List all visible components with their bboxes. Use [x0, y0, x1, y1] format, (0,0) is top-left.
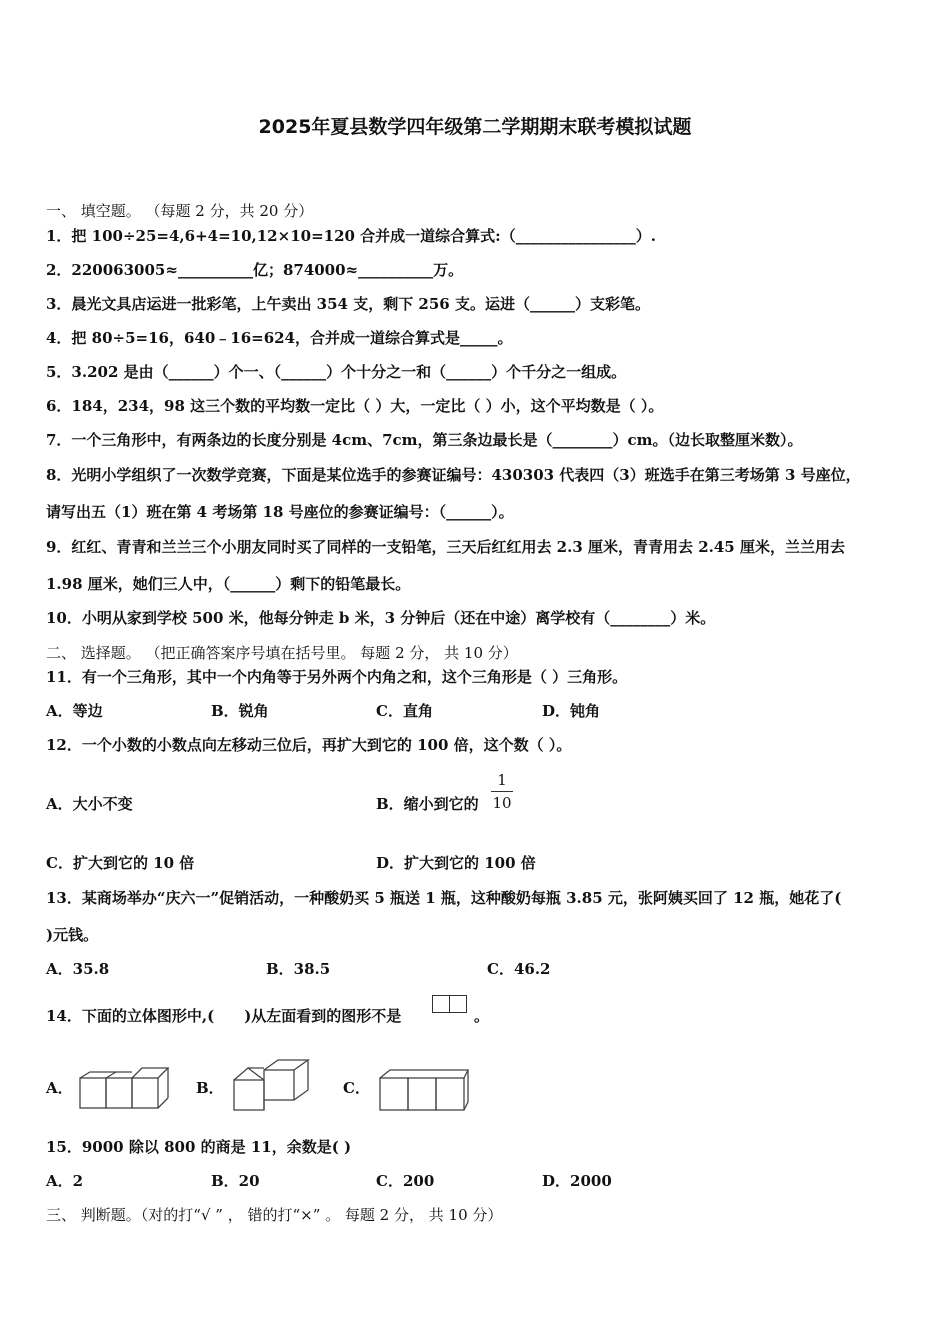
q12-option-a: A．大小不变 — [46, 795, 133, 813]
fraction-denominator: 10 — [492, 794, 512, 812]
q11-option-d: D．钝角 — [542, 702, 601, 720]
fraction-numerator: 1 — [497, 771, 507, 789]
q15-option-c: C．200 — [376, 1172, 435, 1190]
cube-figure-a-icon — [78, 1064, 174, 1116]
q14-option-b: B． — [196, 1079, 224, 1097]
fraction-one-tenth — [490, 770, 514, 813]
q14-option-c: C． — [343, 1079, 370, 1097]
q15-option-b: B．20 — [211, 1172, 260, 1190]
page-title: 2025年夏县数学四年级第二学期期末联考模拟试题 — [258, 116, 692, 138]
question-12: 12．一个小数的小数点向左移动三位后，再扩大到它的 100 倍，这个数（ ）。 — [46, 736, 572, 754]
question-9-line-1: 9．红红、青青和兰兰三个小朋友同时买了同样的一支铅笔，三天后红红用去 2.3 厘米，青青用去 2.45 厘米，兰兰用去 — [46, 538, 845, 556]
question-13-line-2: )元钱。 — [46, 926, 99, 944]
q11-option-b: B．锐角 — [211, 702, 269, 720]
question-11: 11．有一个三角形，其中一个内角等于另外两个内角之和，这个三角形是（ ）三角形。 — [46, 668, 628, 686]
question-3: 3．晨光文具店运进一批彩笔，上午卖出 354 支，剩下 256 支。运进（______）支彩笔。 — [46, 295, 650, 313]
question-6: 6．184，234，98 这三个数的平均数一定比（ ）大，一定比（ ）小，这个平均数是（ ）。 — [46, 397, 664, 415]
section-heading-true-false: 三、 判断题。（对的打“√ ” ， 错的打“×” 。 每题 2 分， 共 10 分） — [46, 1206, 503, 1224]
question-13-line-1: 13．某商场举办“庆六一”促销活动，一种酸奶买 5 瓶送 1 瓶，这种酸奶每瓶 3.85 元，张阿姨买回了 12 瓶，她花了( — [46, 889, 842, 907]
q14-option-a: A． — [46, 1079, 73, 1097]
fraction-bar — [491, 791, 513, 792]
question-2: 2．220063005≈__________亿；874000≈__________万。 — [46, 261, 464, 279]
question-9-line-2: 1.98 厘米，她们三人中，（______）剩下的铅笔最长。 — [46, 575, 411, 593]
q13-option-b: B．38.5 — [266, 960, 331, 978]
q11-option-a: A．等边 — [46, 702, 103, 720]
question-1: 1．把 100÷25=4,6+4=10,12×10=120 合并成一道综合算式:（________________）. — [46, 227, 656, 245]
two-squares-icon — [432, 995, 468, 1015]
question-8-line-1: 8．光明小学组织了一次数学竞赛，下面是某位选手的参赛证编号：430303 代表四（3）班选手在第三考场第 3 号座位， — [46, 466, 861, 484]
q15-option-d: D．2000 — [542, 1172, 612, 1190]
question-8-line-2: 请写出五（1）班在第 4 考场第 18 号座位的参赛证编号：（______）。 — [46, 503, 514, 521]
q15-option-a: A．2 — [46, 1172, 84, 1190]
question-10: 10．小明从家到学校 500 米，他每分钟走 b 米，3 分钟后（还在中途）离学校有（________）米。 — [46, 609, 716, 627]
question-14-end: 。 — [474, 1007, 490, 1025]
q13-option-c: C．46.2 — [487, 960, 551, 978]
question-14-text: 14．下面的立体图形中,( )从左面看到的图形不是 — [46, 1007, 402, 1025]
question-7: 7．一个三角形中，有两条边的长度分别是 4cm、7cm，第三条边最长是（________）cm。（边长取整厘米数）。 — [46, 431, 803, 449]
q13-option-a: A．35.8 — [46, 960, 110, 978]
q12-option-d: D．扩大到它的 100 倍 — [376, 854, 536, 872]
q12-option-b: B．缩小到它的 — [376, 795, 479, 813]
question-4: 4．把 80÷5=16，640﹣16=624，合并成一道综合算式是_____。 — [46, 329, 513, 347]
q11-option-c: C．直角 — [376, 702, 433, 720]
q12-option-c: C．扩大到它的 10 倍 — [46, 854, 195, 872]
question-5: 5．3.202 是由（______）个一、（______）个十分之一和（______）个千分之一组成。 — [46, 363, 627, 381]
section-heading-choice: 二、 选择题。 （把正确答案序号填在括号里。 每题 2 分， 共 10 分） — [46, 644, 518, 662]
question-14 — [46, 1006, 401, 1026]
cube-figure-c-icon — [376, 1066, 472, 1114]
cube-figure-b-icon — [230, 1058, 316, 1114]
section-heading-fill-blank: 一、 填空题。 （每题 2 分，共 20 分） — [46, 202, 314, 220]
question-15: 15．9000 除以 800 的商是 11，余数是( ) — [46, 1138, 352, 1156]
